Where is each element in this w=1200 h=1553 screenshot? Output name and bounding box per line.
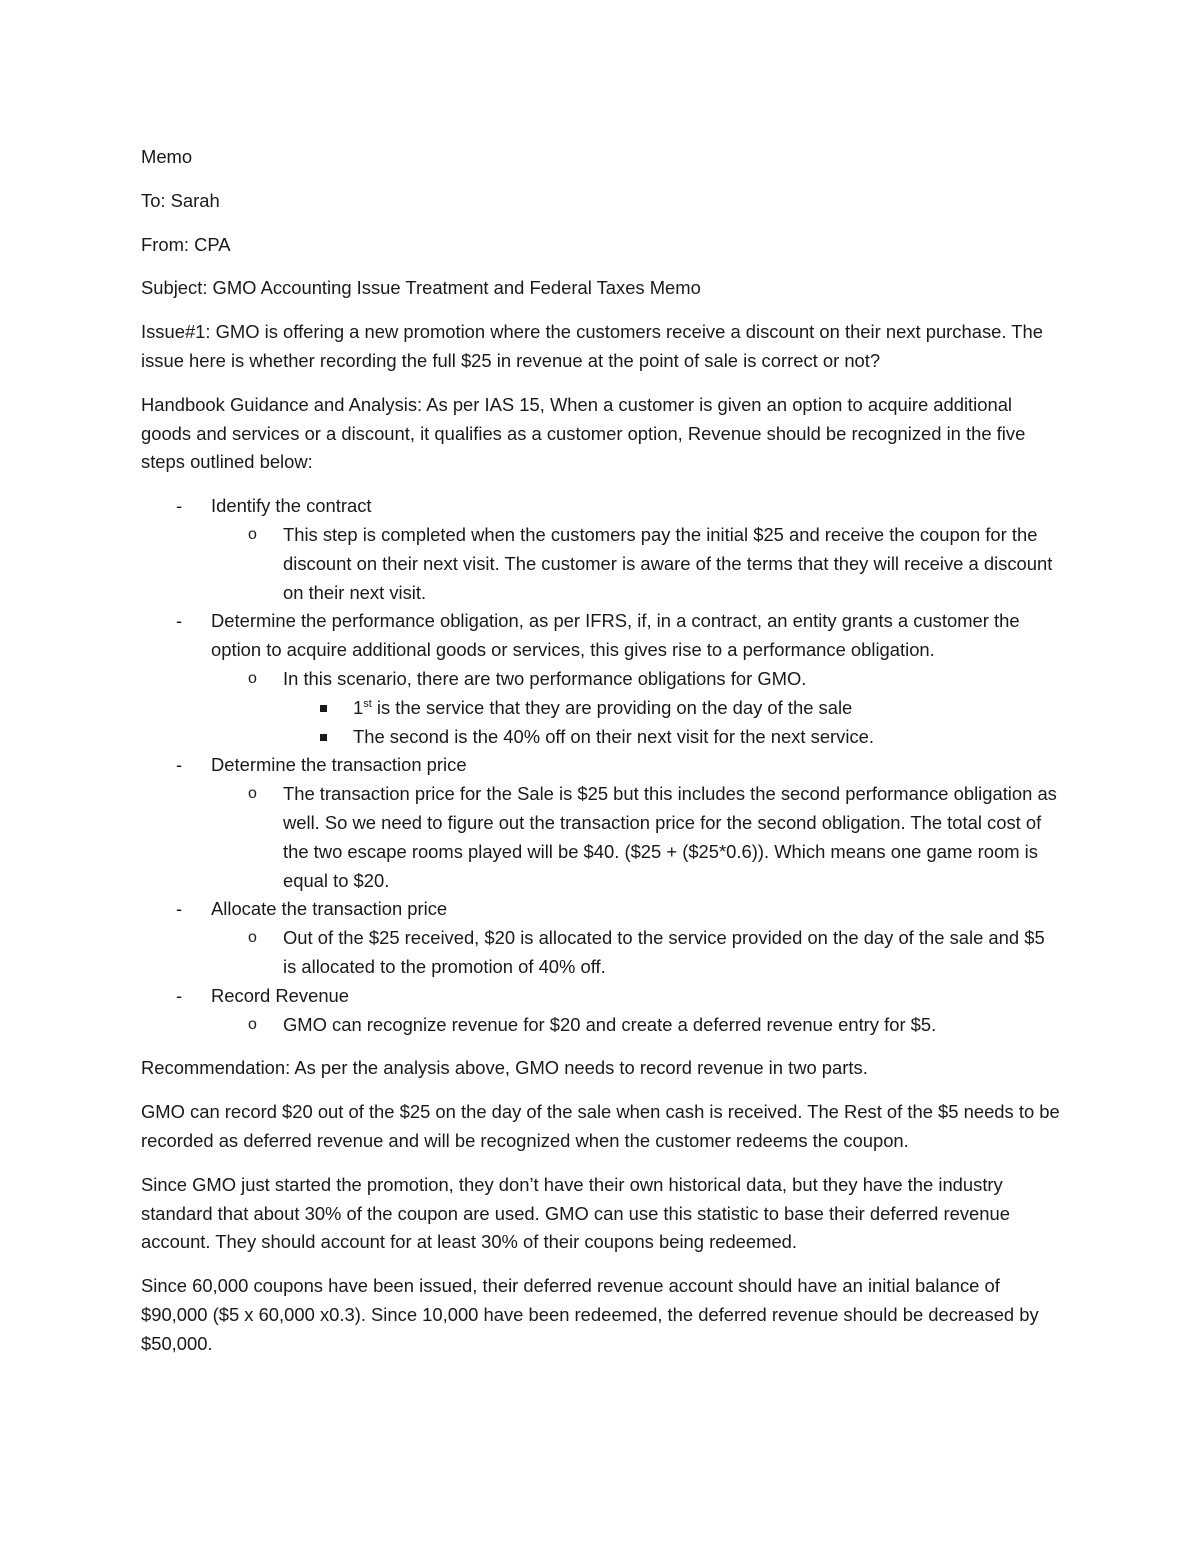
step-record-revenue [141, 982, 1060, 1011]
step-detail-text: Out of the $25 received, $20 is allocated to the service provided on the day of the sale and $5 is allocated to the promotion of 40% off. [283, 927, 1045, 977]
step-detail-text: In this scenario, there are two performance obligations for GMO. [283, 667, 807, 689]
dash-bullet: - [176, 495, 183, 517]
step-detail [141, 924, 1060, 982]
ordinal-suffix: st [363, 697, 372, 710]
dash-bullet: - [176, 754, 183, 776]
step-performance-obligation [141, 607, 1060, 665]
step-detail-text: The transaction price for the Sale is $25 but this includes the second performance obligation as well. So we need to figure out the transaction price for the second obligation. The total cost of the two escape rooms played will be $40. ($25 + ($25*0.6)). Which means one game room is equal to $20. [283, 783, 1057, 891]
step-label: Determine the performance obligation, as per IFRS, if, in a contract, an entity grants a customer the option to acquire additional goods or services, this gives rise to a performance obligation. [211, 610, 1020, 661]
step-detail [141, 665, 1060, 694]
step-detail [141, 1011, 1060, 1040]
step-label: Identify the contract [211, 495, 372, 517]
dash-bullet: - [176, 610, 183, 632]
obligation-first-num: 1 [353, 696, 364, 718]
circle-bullet: o [248, 525, 257, 543]
step-label: Determine the transaction price [211, 754, 467, 776]
obligation-first-text: is the service that they are providing on the day of the sale [371, 696, 853, 718]
dash-bullet: - [176, 984, 183, 1006]
deferred-balance-paragraph: Since 60,000 coupons have been issued, their deferred revenue account should have an initial balance of $90,000 ($5 x 60,000 x0.3). Since 10,000 have been redeemed, the deferred revenue should be decreased by $50,000. [141, 1275, 1039, 1354]
memo-from: From: CPA [141, 233, 231, 255]
issue-paragraph: Issue#1: GMO is offering a new promotion where the customers receive a discount on their next purchase. The issue here is whether recording the full $25 in revenue at the point of sale is correct or not? [141, 321, 1043, 371]
step-allocate-price [141, 895, 1060, 924]
memo-to: To: Sarah [141, 189, 220, 211]
circle-bullet: o [248, 785, 257, 803]
step-label: Record Revenue [211, 984, 350, 1006]
revenue-split-paragraph: GMO can record $20 out of the $25 on the day of the sale when cash is received. The Rest of the $5 needs to be recorded as deferred revenue and will be recognized when the customer redeems the coupon. [141, 1101, 1060, 1151]
square-bullet-icon [320, 705, 327, 712]
step-detail [141, 521, 1060, 607]
historical-data-paragraph: Since GMO just started the promotion, they don’t have their own historical data, but they have the industry standard that about 30% of the coupon are used. GMO can use this statistic to base their deferred revenue account. They should account for at least 30% of their coupons being redeemed. [141, 1173, 1010, 1253]
memo-title: Memo [141, 146, 193, 167]
step-label: Allocate the transaction price [211, 898, 448, 920]
step-identify-contract [141, 492, 1060, 521]
step-detail-text: GMO can recognize revenue for $20 and create a deferred revenue entry for $5. [283, 1013, 937, 1035]
recommendation-paragraph: Recommendation: As per the analysis above, GMO needs to record revenue in two parts. [141, 1057, 868, 1079]
obligation-first [141, 694, 1060, 723]
dash-bullet: - [176, 898, 183, 920]
obligation-second-text: The second is the 40% off on their next visit for the next service. [353, 725, 874, 747]
step-transaction-price [141, 751, 1060, 780]
five-steps-list [141, 492, 1060, 1039]
guidance-paragraph: Handbook Guidance and Analysis: As per IAS 15, When a customer is given an option to acquire additional goods and services or a discount, it qualifies as a customer option, Revenue should be recognized in the five steps outlined below: [141, 393, 1026, 473]
circle-bullet: o [248, 669, 257, 687]
circle-bullet: o [248, 1015, 257, 1033]
memo-subject: Subject: GMO Accounting Issue Treatment and Federal Taxes Memo [141, 277, 701, 299]
step-detail-text: This step is completed when the customers pay the initial $25 and receive the coupon for the discount on their next visit. The customer is aware of the terms that they will receive a discount on their next visit. [283, 523, 1053, 603]
square-bullet-icon [320, 734, 327, 741]
step-detail [141, 780, 1060, 895]
circle-bullet: o [248, 929, 257, 947]
obligation-second [141, 723, 1060, 752]
